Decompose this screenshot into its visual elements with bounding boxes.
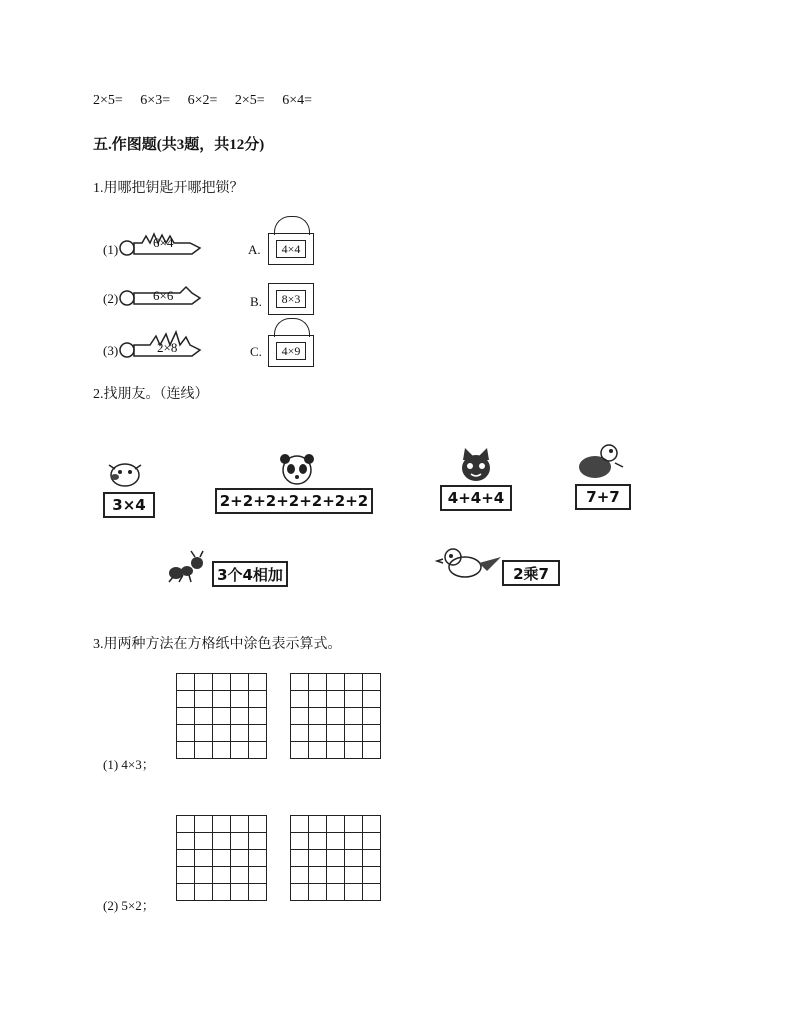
top-equations xyxy=(93,93,326,109)
q2-prompt: 2.找朋友。（连线） xyxy=(93,387,209,402)
lock-c-expr: 4×9 xyxy=(276,342,307,360)
card-3x4[interactable]: 3×4 xyxy=(103,492,155,518)
equation: 6×4= xyxy=(282,93,312,108)
grid-paper[interactable] xyxy=(290,673,381,759)
q3-prompt: 3.用两种方法在方格纸中涂色表示算式。 xyxy=(93,637,342,652)
card-7-plus-7[interactable]: 7+7 xyxy=(575,484,631,510)
card-4-sum[interactable]: 4+4+4 xyxy=(440,485,512,511)
turtle-icon xyxy=(575,443,625,479)
equation: 2×5= xyxy=(93,93,123,108)
lock-a-icon xyxy=(268,233,314,265)
key-2-expr: 6×6 xyxy=(153,288,174,303)
cat-icon xyxy=(455,446,497,484)
key-1-expr: 6×4 xyxy=(153,235,174,250)
q3-item-2-label: (2) 5×2； xyxy=(103,898,155,913)
equation: 6×3= xyxy=(140,93,171,108)
lock-b-icon xyxy=(268,283,314,315)
panda-icon xyxy=(276,452,318,488)
lock-b-expr: 8×3 xyxy=(276,290,307,308)
grid-paper[interactable] xyxy=(176,673,267,759)
grid-paper[interactable] xyxy=(290,815,381,901)
q3-item-1-label: (1) 4×3； xyxy=(103,757,155,772)
card-2-sum[interactable]: 2+2+2+2+2+2+2 xyxy=(215,488,373,514)
ant-icon xyxy=(167,551,211,583)
grid-paper[interactable] xyxy=(176,815,267,901)
key-2-label: (2) xyxy=(103,291,119,306)
section-title: 五.作图题(共3题，共12分) xyxy=(93,137,265,153)
key-1-label: (1) xyxy=(103,242,119,257)
q1-prompt: 1.用哪把钥匙开哪把锁？ xyxy=(93,181,244,196)
card-2-times-7[interactable]: 2乘7 xyxy=(502,560,560,586)
key-3-label: (3) xyxy=(103,343,119,358)
cow-icon xyxy=(103,459,149,491)
key-3-expr: 2×8 xyxy=(157,340,178,355)
lock-c-letter: C. xyxy=(250,344,262,359)
card-3-fours[interactable]: 3个4相加 xyxy=(212,561,288,587)
lock-a-expr: 4×4 xyxy=(276,240,307,258)
lock-b-letter: B. xyxy=(250,294,262,309)
equation: 2×5= xyxy=(234,93,265,108)
lock-c-icon xyxy=(268,335,314,367)
bird-icon xyxy=(441,547,503,581)
lock-a-letter: A. xyxy=(248,242,261,257)
equation: 6×2= xyxy=(187,93,218,108)
